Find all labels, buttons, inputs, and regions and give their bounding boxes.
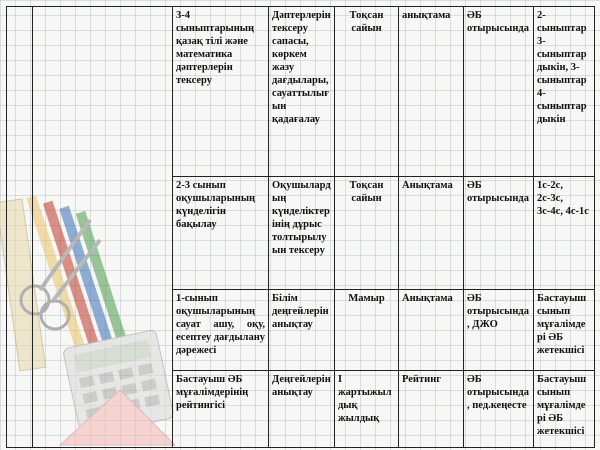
methodical-control-table (6, 6, 595, 448)
responsible-cell: Бастауыш сынып мұғалімдері ӘБ жетекшісі (534, 371, 595, 448)
purpose-cell: Дәптерлерін тексеру сапасы, көркем жазу дағдылары, сауаттылығын қадағалау (269, 7, 335, 177)
topic-cell: Бастауыш ӘБ мұғалімдерінің рейтингісі (173, 371, 269, 448)
table-row (7, 7, 595, 177)
form-cell: Анықтама (399, 290, 464, 371)
form-cell: Рейтинг (399, 371, 464, 448)
topic-cell: 3-4 сыныптарының қазақ тілі және математика дәптерлерін тексеру (173, 7, 269, 177)
responsible-cell: 1с-2с, 2с-3с, 3с-4с, 4с-1с (534, 177, 595, 290)
period-cell: Тоқсан сайын (335, 177, 399, 290)
responsible-cell: 2-сыныптар 3-сыныптардыкін, 3-сыныптар 4-сыныптардыкін (534, 7, 595, 177)
topic-cell: 2-3 сынып оқушыларының күнделігін бақылау (173, 177, 269, 290)
purpose-cell: Деңгейлерін анықтау (269, 371, 335, 448)
location-cell: ӘБ отырысында (464, 7, 534, 177)
form-cell: Анықтама (399, 177, 464, 290)
period-cell: Мамыр (335, 290, 399, 371)
margin-cell (7, 7, 33, 448)
purpose-cell: Оқушылардың күнделіктерінің дұрыс толтырылуын тексеру (269, 177, 335, 290)
blank-cell (33, 7, 173, 448)
responsible-cell: Бастауыш сынып мұғалімдері ӘБ жетекшісі (534, 290, 595, 371)
period-cell: І жартыжылдық жылдық (335, 371, 399, 448)
form-cell: анықтама (399, 7, 464, 177)
period-cell: Тоқсан сайын (335, 7, 399, 177)
location-cell: ӘБ отырысында, пед.кеңесте (464, 371, 534, 448)
location-cell: ӘБ отырысында, ДЖО (464, 290, 534, 371)
topic-cell: 1-сынып оқушыларының сауат ашу, оқу, есептеу дағдылану дәрежесі (173, 290, 269, 371)
purpose-cell: Білім деңгейлерін анықтау (269, 290, 335, 371)
location-cell: ӘБ отырысында (464, 177, 534, 290)
